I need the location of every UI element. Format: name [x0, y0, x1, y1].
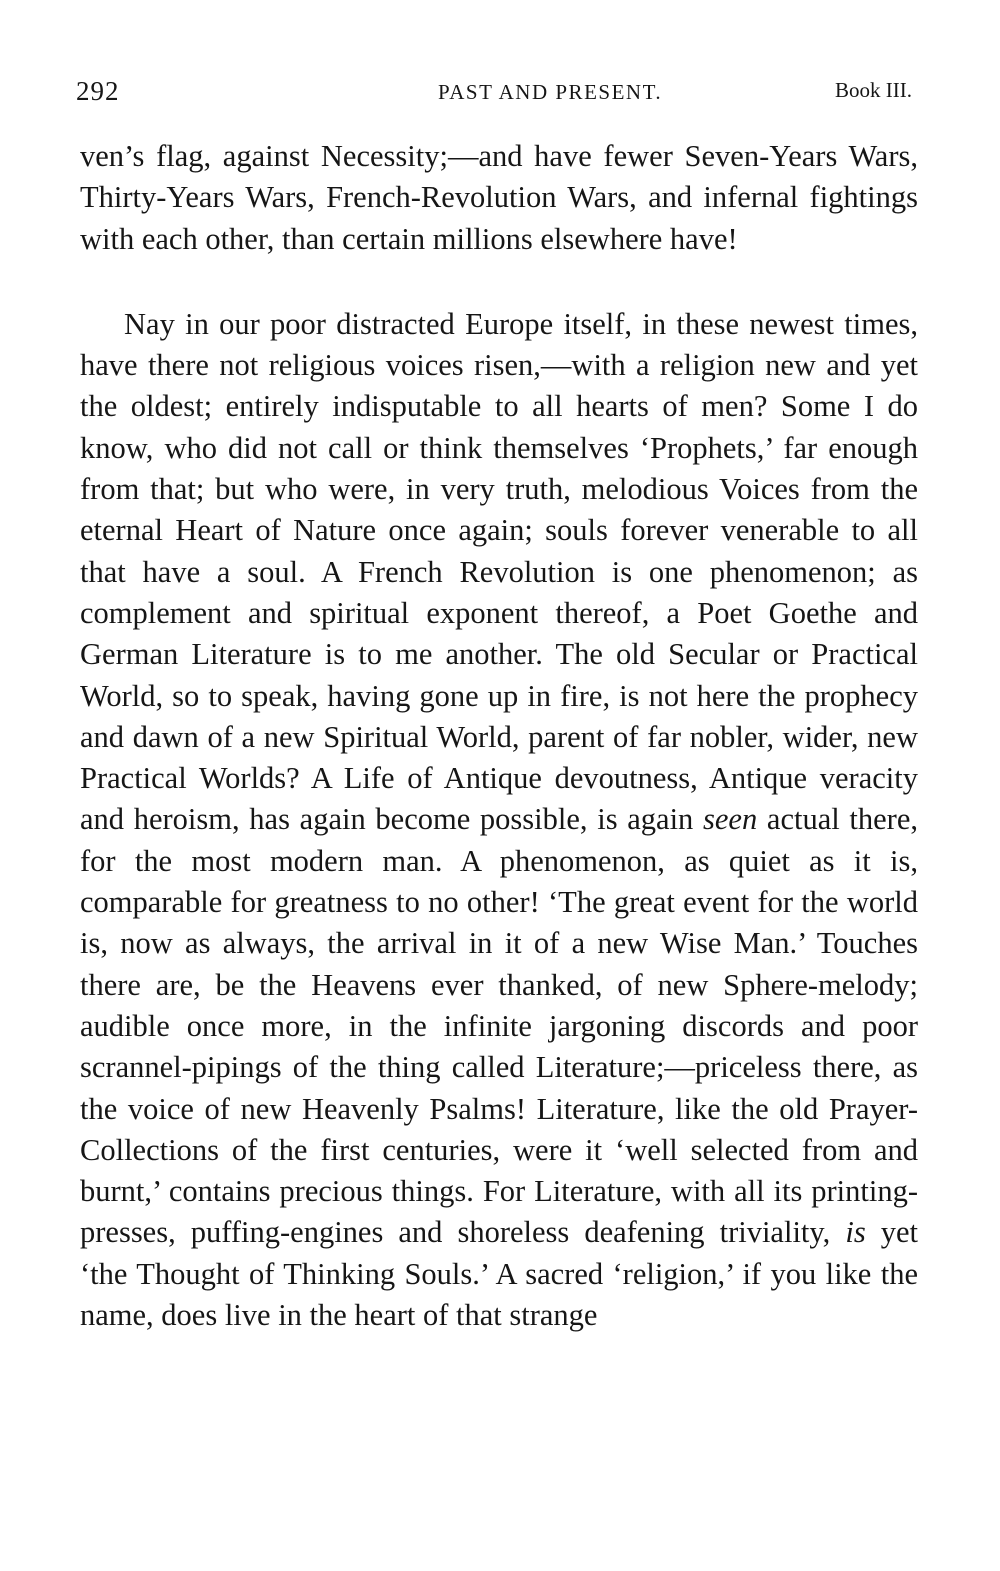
text-run: actual there, for the most modern man. A phenomenon, as quiet as it is, comparable for greatness to no other! ‘The great event for the world is, now as always, the arrival in it of a new Wise Man.’ Touches there are, be the Heavens ever thanked, of new Sphere-melody; audible once more, in the infinite jargoning discords and poor scrannel-pipings of the thing called Literature;—priceless there, as the voice of new Heavenly Psalms! Literature, like the old Prayer-Collections of the first centuries, were it ‘well selected from and burnt,’ contains precious things. For Literature, with all its printing-presses, puffing-engines and shoreless deafening triviality,: [80, 802, 918, 1250]
page-header: [76, 72, 916, 112]
text-run: yet ‘the Thought of Thinking Souls.’ A sacred ‘religion,’ if you like the name, does live in the heart of that strange: [80, 1215, 918, 1333]
italic-word-is: is: [845, 1215, 866, 1250]
paragraph-main: [80, 304, 918, 1336]
page-number: 292: [76, 76, 120, 106]
italic-word-seen: seen: [703, 802, 758, 837]
running-title: PAST AND PRESENT.: [438, 80, 663, 104]
book-label: Book III.: [835, 78, 912, 102]
paragraph-continuation: [80, 136, 918, 260]
text-run: ven’s flag, against Necessity;—and have fewer Seven-Years Wars, Thirty-Years Wars, French-Revolution Wars, and infernal fightings with each other, than certain millions elsewhere have!: [80, 139, 918, 256]
text-run: Nay in our poor distracted Europe itself, in these newest times, have there not religious voices risen,—with a religion new and yet the oldest; entirely indisputable to all hearts of men? Some I do know, who did not call or think themselves ‘Prophets,’ far enough from that; but who were, in very truth, melodious Voices from the eternal Heart of Nature once again; souls forever venerable to all that have a soul. A French Revolution is one phenomenon; as complement and spiritual exponent thereof, a Poet Goethe and German Literature is to me another. The old Secular or Practical World, so to speak, having gone up in fire, is not here the prophecy and dawn of a new Spiritual World, parent of far nobler, wider, new Practical Worlds? A Life of Antique devoutness, Antique veracity and heroism, has again become possible, is again: [80, 306, 918, 837]
page-body: [80, 136, 918, 1336]
